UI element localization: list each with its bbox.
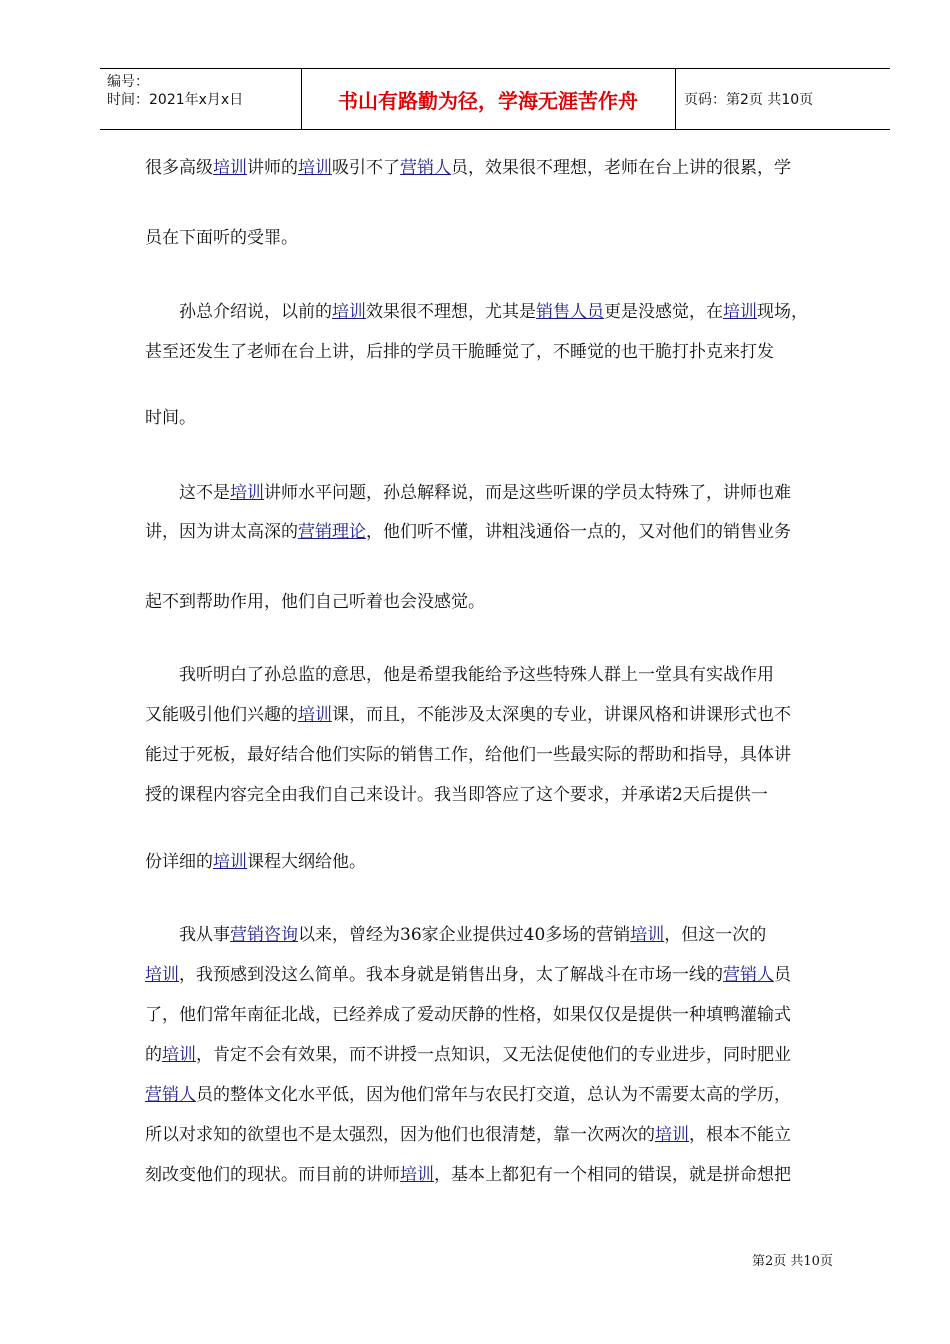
keyword-link[interactable]: 培训: [630, 925, 665, 945]
header-page-info: 页码：第2页 共10页: [684, 92, 814, 108]
footer-page-info: 第2页 共10页: [752, 1254, 833, 1269]
text-line: [145, 1045, 850, 1065]
text-segment: 孙总介绍说，以前的: [145, 302, 332, 322]
text-segment: 讲，因为讲太高深的: [145, 522, 298, 542]
text-segment: 所以对求知的欲望也不是太强烈，因为他们也很清楚，靠一次两次的: [145, 1125, 655, 1145]
text-line: [145, 1005, 850, 1025]
text-segment: ，我预感到没这么简单。我本身就是销售出身，太了解战斗在市场一线的: [179, 965, 723, 985]
text-line: [145, 925, 850, 945]
keyword-link[interactable]: 销售人员: [536, 302, 604, 322]
text-line: [145, 745, 850, 765]
text-line: [145, 483, 850, 503]
text-segment: 课，而且，不能涉及太深奥的专业，讲课风格和讲课形式也不: [332, 705, 791, 725]
text-segment: ，肯定不会有效果，而不讲授一点知识，又无法促使他们的专业进步，同时肥业: [196, 1045, 791, 1065]
text-line: [145, 852, 850, 872]
text-segment: 份详细的: [145, 852, 213, 872]
text-segment: 很多高级: [145, 158, 213, 178]
text-segment: 现场，: [757, 302, 808, 322]
keyword-link[interactable]: 培训: [655, 1125, 689, 1145]
text-segment: 吸引不了: [332, 158, 400, 178]
keyword-link[interactable]: 培训: [723, 302, 757, 322]
keyword-link[interactable]: 培训: [213, 158, 247, 178]
keyword-link[interactable]: 培训: [400, 1165, 434, 1185]
header-meta: [100, 69, 302, 129]
text-segment: 这不是: [145, 483, 230, 503]
text-segment: 以来，曾经为36家企业提供过40多场的营销: [298, 925, 631, 945]
text-segment: 授的课程内容完全由我们自己来设计。我当即答应了这个要求，并承诺2天后提供一: [145, 785, 768, 805]
text-segment: ，基本上都犯有一个相同的错误，就是拼命想把: [434, 1165, 791, 1185]
text-line: [145, 1165, 850, 1185]
text-segment: 效果很不理想，尤其是: [366, 302, 536, 322]
text-segment: 能过于死板，最好结合他们实际的销售工作，给他们一些最实际的帮助和指导，具体讲: [145, 745, 791, 765]
text-segment: 员，效果很不理想，老师在台上讲的很累，学: [451, 158, 791, 178]
text-segment: 刻改变他们的现状。而目前的讲师: [145, 1165, 400, 1185]
text-segment: ，根本不能立: [689, 1125, 791, 1145]
text-line: [145, 302, 850, 322]
keyword-link[interactable]: 营销人: [400, 158, 451, 178]
keyword-link[interactable]: 营销人: [145, 1085, 196, 1105]
keyword-link[interactable]: 培训: [332, 302, 366, 322]
text-segment: ，但这一次的: [664, 925, 767, 945]
text-line: [145, 1125, 850, 1145]
keyword-link[interactable]: 营销咨询: [230, 925, 298, 945]
text-line: [145, 342, 850, 362]
text-line: [145, 665, 850, 685]
date-label: 时间：2021年x月x日: [107, 92, 244, 108]
text-segment: 员的整体文化水平低，因为他们常年与农民打交道，总认为不需要太高的学历，: [196, 1085, 791, 1105]
text-segment: ，他们听不懂，讲粗浅通俗一点的，又对他们的销售业务: [366, 522, 791, 542]
text-segment: 了，他们常年南征北战，已经养成了爱动厌静的性格，如果仅仅是提供一种填鸭灌输式: [145, 1005, 791, 1025]
keyword-link[interactable]: 营销人: [723, 965, 774, 985]
text-line: [145, 522, 850, 542]
text-segment: 我从事: [145, 925, 230, 945]
text-segment: 的: [145, 1045, 162, 1065]
text-line: [145, 785, 850, 805]
keyword-link[interactable]: 培训: [162, 1045, 196, 1065]
keyword-link[interactable]: 营销理论: [298, 522, 366, 542]
text-segment: 又能吸引他们兴趣的: [145, 705, 298, 725]
text-segment: 员: [774, 965, 791, 985]
keyword-link[interactable]: 培训: [145, 965, 179, 985]
text-line: [145, 158, 850, 178]
text-line: [145, 965, 850, 985]
keyword-link[interactable]: 培训: [230, 483, 264, 503]
text-line: [145, 228, 850, 248]
keyword-link[interactable]: 培训: [213, 852, 247, 872]
text-segment: 课程大纲给他。: [247, 852, 366, 872]
text-segment: 时间。: [145, 408, 196, 428]
text-line: [145, 592, 850, 612]
text-line: [145, 408, 850, 428]
text-segment: 起不到帮助作用，他们自己听着也会没感觉。: [145, 592, 485, 612]
page-header: [100, 68, 890, 130]
text-segment: 讲师的: [247, 158, 298, 178]
text-line: [145, 1085, 850, 1105]
text-segment: 甚至还发生了老师在台上讲，后排的学员干脆睡觉了，不睡觉的也干脆打扑克来打发: [145, 342, 774, 362]
text-line: [145, 705, 850, 725]
text-segment: 我听明白了孙总监的意思，他是希望我能给予这些特殊人群上一堂具有实战作用: [145, 665, 774, 685]
keyword-link[interactable]: 培训: [298, 705, 332, 725]
text-segment: 员在下面听的受罪。: [145, 228, 298, 248]
text-segment: 讲师水平问题，孙总解释说，而是这些听课的学员太特殊了，讲师也难: [264, 483, 791, 503]
serial-number-label: 编号：: [107, 74, 149, 90]
text-segment: 更是没感觉，在: [604, 302, 723, 322]
keyword-link[interactable]: 培训: [298, 158, 332, 178]
header-slogan: 书山有路勤为径，学海无涯苦作舟: [301, 69, 676, 129]
